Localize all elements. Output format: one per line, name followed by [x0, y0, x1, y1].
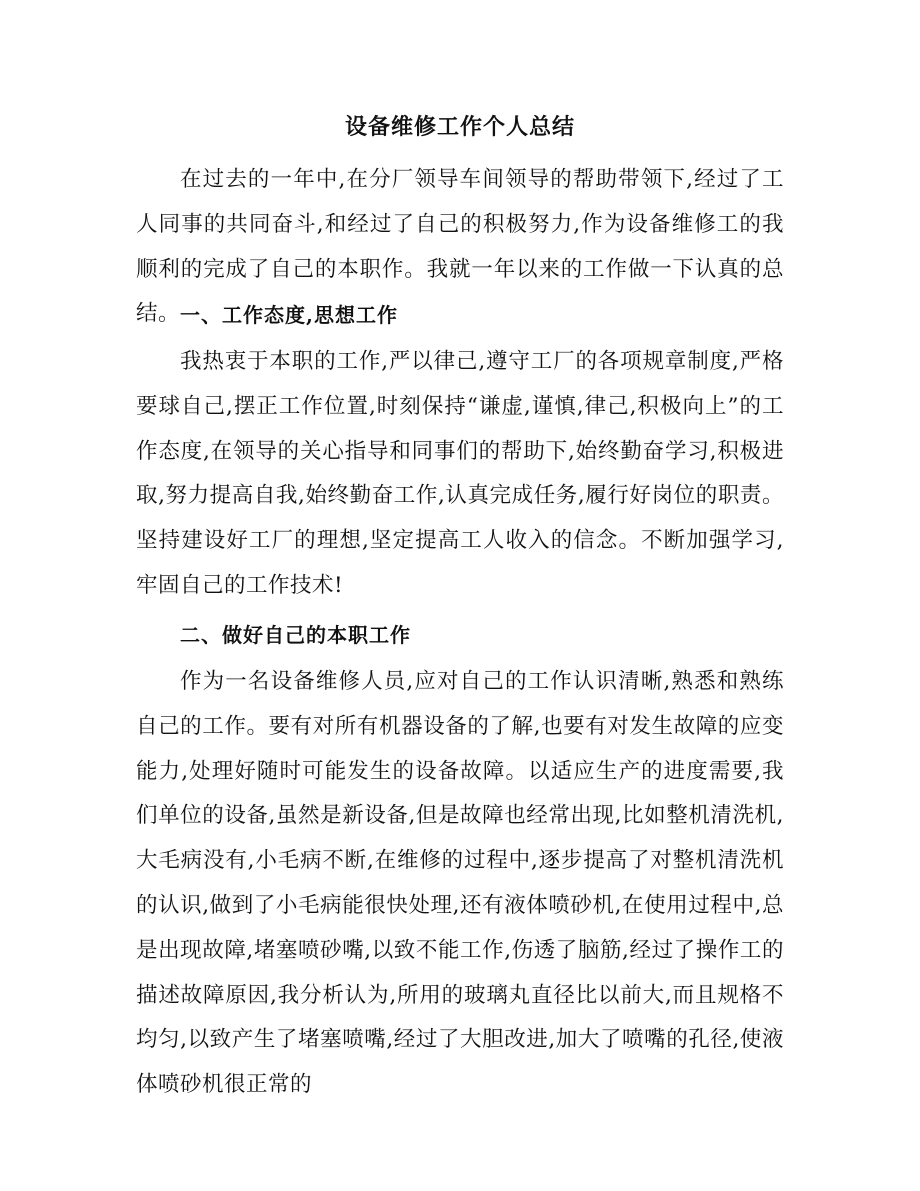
section-body-attitude: 我热衷于本职的工作,严以律己,遵守工厂的各项规章制度,严格要球自己,摆正工作位置,时刻保持“谦虚,谨慎,律己,积极向上”的工作态度,在领导的关心指导和同事们的帮助下,始终勤奋学习,积极进取,努力提高自我,始终勤奋工作,认真完成任务,履行好岗位的职责。坚持建设好工厂的理想,坚定提高工人收入的信念。不断加强学习,牢固自己的工作技术!	[136, 349, 784, 598]
intro-paragraph: 在过去的一年中,在分厂领导车间领导的帮助带领下,经过了工人同事的共同奋斗,和经过了自己的积极努力,作为设备维修工的我顺利的完成了自己的本职作。我就一年以来的工作做一下认真的总结。	[136, 167, 784, 327]
section-heading-attitude: 一、工作态度,思想工作	[180, 303, 398, 327]
section-body-duties: 作为一名设备维修人员,应对自己的工作认识清晰,熟悉和熟练自己的工作。要有对所有机器设备的了解,也要有对发生故障的应变能力,处理好随时可能发生的设备故障。以适应生产的进度需要,我们单位的设备,虽然是新设备,但是故障也经常出现,比如整机清洗机,大毛病没有,小毛病不断,在维修的过程中,逐步提高了对整机清洗机的认识,做到了小毛病能很快处理,还有液体喷砂机,在使用过程中,总是出现故障,堵塞喷砂嘴,以致不能工作,伤透了脑筋,经过了操作工的描述故障原因,我分析认为,所用的玻璃丸直径比以前大,而且规格不均匀,以致产生了堵塞喷嘴,经过了大胆改进,加大了喷嘴的孔径,使液体喷砂机很正常的	[136, 669, 784, 1098]
section-heading-duties: 二、做好自己的本职工作	[180, 623, 411, 647]
document-title: 设备维修工作个人总结	[344, 114, 575, 140]
